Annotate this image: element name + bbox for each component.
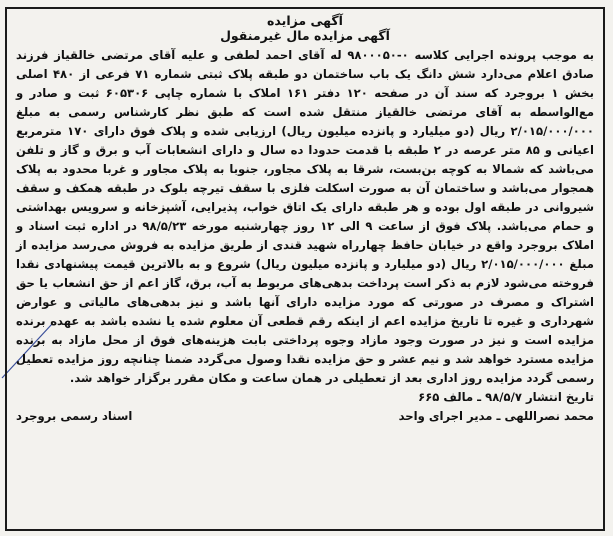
notice-title: آگهی مزایده: [267, 13, 343, 28]
office-name: اسناد رسمی بروجرد: [16, 409, 133, 423]
publish-date-line: تاریخ انتشار ۹۸/۵/۷ ـ مالف ۶۶۵: [418, 390, 594, 404]
signature-name: محمد نصراللهی ـ مدیر اجرای واحد: [398, 409, 594, 423]
notice-body: به موجب پرونده اجرایی کلاسه ۰-۹۸۰۰۰۵۰ له آقای احمد لطفی و علیه آقای مرتضی خالقیاز فرزند صادق اعلام می‌دارد شش دانگ یک باب ساختمان دو طبقه پلاک ثبتی شماره ۷۱ فرعی از ۴۸۰ اصلی بخش ۱ بروجرد که سند آن در صفحه ۱۲۰ دفتر ۱۶۱ املاک با شماره چاپی ۶۰۵۳۰۶ ثبت و صادر و مع‌الواسطه به آقای مرتضی خالقیاز منتقل شده است که طبق نظر کارشناس رسمی به مبلغ ۲/۰۱۵/۰۰۰/۰۰۰ ریال (دو میلیارد و پانزده میلیون ریال) ارزیابی شده و پلاک فوق دارای ۱۷۰ مترمربع اعیانی و ۸۵ متر عرصه در ۲ طبقه با قدمت حدودا ده سال و دارای انشعابات آب و برق و گاز و تلفن می‌باشد که شمالا به کوچه بن‌بست، شرقا به پلاک مجاور، جنوبا به پلاک مجاور و غربا محدود به پلاک همجوار می‌باشد و ساختمان آن به صورت اسکلت فلزی با سقف تیرچه بلوک در طبقه همکف و سقف شیروانی در طبقه اول بوده و هر طبقه دارای یک اتاق خواب، پذیرایی، آشپزخانه و سرویس بهداشتی و حمام می‌باشد. پلاک فوق از ساعت ۹ الی ۱۲ روز چهارشنبه مورخه ۹۸/۵/۲۳ در اداره ثبت اسناد و املاک بروجرد واقع در خیابان حافظ چهارراه شهید قندی از طریق مزایده به فروش می‌رسد مزایده از مبلغ ۲/۰۱۵/۰۰۰/۰۰۰ ریال (دو میلیارد و پانزده میلیون ریال) شروع و به بالاترین قیمت پیشنهادی نقدا فروخته می‌شود لازم به ذکر است پرداخت بدهی‌های مربوط به آب، برق، گاز اعم از حق انشعاب یا حق اشتراک و مصرف در صورتی که مورد مزایده دارای آنها باشد و نیز بدهی‌های مالیاتی و عوارض شهرداری و غیره تا تاریخ مزایده اعم از اینکه رقم قطعی آن معلوم شده یا نشده باشد به عهده برنده مزایده است و نیز در صورت وجود مازاد وجوه پرداختی بابت هزینه‌های فوق از محل مازاد به برنده مزایده مسترد خواهد شد و نیم عشر و حق مزایده نقدا وصول می‌گردد ضمنا چنانچه روز مزایده تعطیل رسمی گردد مزایده روز اداری بعد از تعطیلی در همان ساعت و مکان مقرر برگزار خواهد شد.: [16, 48, 594, 385]
signature-row: [16, 407, 594, 426]
notice-frame: [5, 7, 605, 531]
notice-subtitle: آگهی مزایده مال غیرمنقول: [220, 28, 390, 43]
